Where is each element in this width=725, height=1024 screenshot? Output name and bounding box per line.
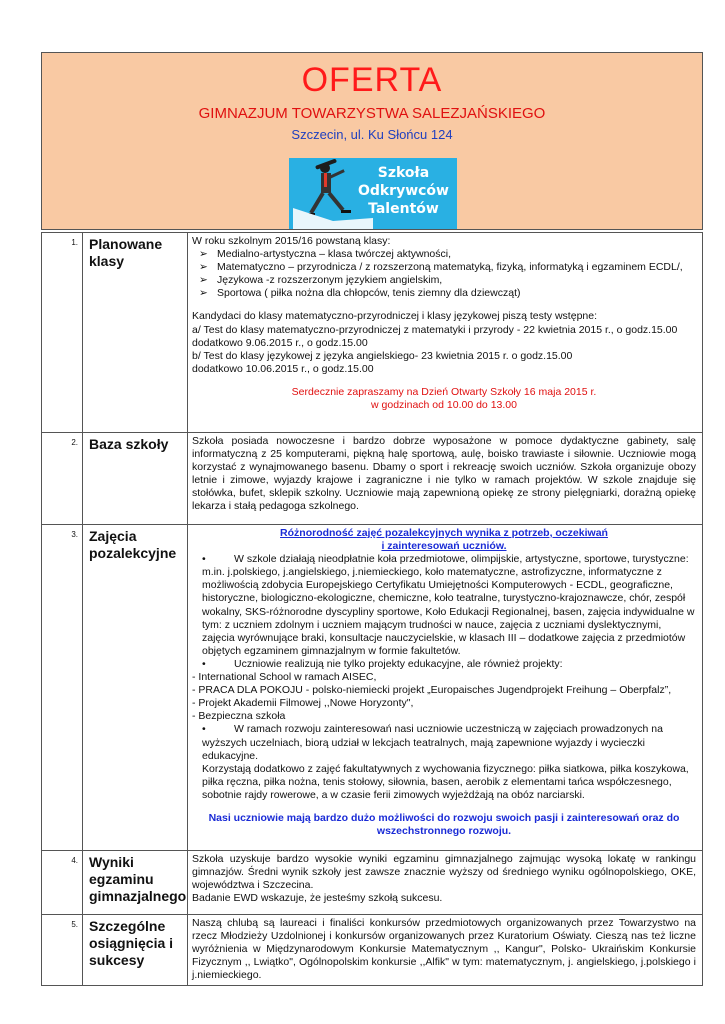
row-title: Zajęcia pozalekcyjne xyxy=(83,525,188,851)
list-item: ➢ Językowa -z rozszerzonym językiem angielskim, xyxy=(217,274,696,287)
class-list xyxy=(192,248,696,300)
list-item: ➢ Medialno-artystyczna – klasa twórczej aktywności, xyxy=(217,248,696,261)
school-address: Szczecin, ul. Ku Słońcu 124 xyxy=(291,127,453,142)
open-day-invite: Serdecznie zapraszamy na Dzień Otwarty Szkoły 16 maja 2015 r. xyxy=(291,385,597,398)
table-row xyxy=(42,433,703,525)
row-title: Planowane klasy xyxy=(83,233,188,433)
row-number: 2. xyxy=(42,433,83,525)
row-content: Szkoła uzyskuje bardzo wysokie wyniki egzaminu gimnazjalnego zajmując wysoką lokatę w rankingu gimnazjów. Średni wynik szkoły jest zawsze znacznie wyższy od średniego wyniku ogólnopolskiego, OKE, województwa i Szczecina. Badanie EWD wskazuje, że jesteśmy szkołą sukcesu. xyxy=(188,851,703,915)
row-number: 4. xyxy=(42,851,83,915)
row-content: Szkoła posiada nowoczesne i bardzo dobrze wyposażone w pomoce dydaktyczne gabinety, salę informatyczną z 25 komputerami, piękną halę sportową, aulę, boisko trawiaste i siłownie. Uczniowie mogą korzystać z wynajmowanego basenu. Dbamy o sport i rekreację swoich uczniów. Szkoła organizuje obozy letnie i zimowe, wyjazdy krajowe i zagraniczne i nie tylko w ramach projektów. W szkole znajduje się stołówka, bufet, sklepik szkolny. Uczniowie mają zapewnioną opiekę ze strony pielęgniarki, dorażną opiekę lekarza i stałą pedagoga szkolnego. xyxy=(188,433,703,525)
row-number: 5. xyxy=(42,915,83,986)
list-item: ➢ Sportowa ( piłka nożna dla chłopców, tenis ziemny dla dziewcząt) xyxy=(217,287,696,300)
offer-table xyxy=(41,232,703,986)
list-item: ➢ Matematyczno – przyrodnicza / z rozszerzoną matematyką, fizyką, informatyką i egzaminem ECDL/, xyxy=(217,261,696,274)
offer-sheet xyxy=(41,52,703,986)
section-heading: Różnorodność zajęć pozalekcyjnych wynika z potrzeb, oczekiwań xyxy=(280,527,608,539)
table-row xyxy=(42,233,703,433)
row-number: 1. xyxy=(42,233,83,433)
school-name: GIMNAZJUM TOWARZYSTWA SALEZJAŃSKIEGO xyxy=(198,105,546,122)
page-title: OFERTA xyxy=(301,61,443,99)
logo-text: Szkoła Odkrywców Talentów xyxy=(357,165,449,217)
table-row xyxy=(42,525,703,851)
closing-note: Nasi uczniowie mają bardzo dużo możliwości do rozwoju swoich pasji i zainteresowań oraz do xyxy=(208,811,680,824)
row-content: Różnorodność zajęć pozalekcyjnych wynika z potrzeb, oczekiwań i zainteresowań uczniów. • W szkole działają nieodpłatnie koła przedmiotowe, olimpijskie, artystyczne, sportowe, turystyczne: m.in. j.polskiego, j.angielskiego, j.niemieckiego, koło matematyczne, astrofizyczne, informatyczne z możliwością zdobycia Europejskiego Certyfikatu Umiejętności Komputerowych - ECDL, geograficzne, historyczne, biologiczno-ekologiczne, chemiczne, koło teatralne, turystyczno-krajoznawcze, chór, zespół wokalny, SKS-różnorodne dyscypliny sportowe, Koło Edukacji Regionalnej, basen, zajęcia indywidualne w tym: z uczniem zdolnym i uczniem mającym trudności w nauce, zajęcia z uczniami dyslektycznymi, zajęcia wyrównujące braki, konsultacje nauczycielskie, w klasach III – dodatkowe zajęcia z przedmiotów objętych egzaminem gimnazjalnym w formie fakultetów. • Uczniowie realizują nie tylko projekty edukacyjne, ale również projekty: - International School w ramach AISEC, - PRACA DLA POKOJU - polsko-niemiecki projekt „Europaisches Jugendprojekt Freihung – Oberpfalz”, - Projekt Akademii Filmowej ,,Nowe Horyzonty", - Bezpieczna szkoła • W ramach rozwoju zainteresowań nasi uczniowie uczestniczą w zajęciach prowadzonych na wyższych uczelniach, biorą udział w lekcjach teatralnych, mają zapewnione wyjazdy i wycieczki edukacyjne. Korzystają dodatkowo z zajęć fakultatywnych z wychowania fizycznego: piłka siatkowa, piłka koszykowa, piłka ręczna, piłka nożna, tenis stołowy, siłownia, basen, aerobik z elementami tańca współczesnego, sobotnie rajdy rowerowe, a w czasie ferii zimowych wyjeżdżają na obóz narciarski. Nasi uczniowie mają bardzo dużo możliwości do rozwoju swoich pasji i zainteresowań oraz do wszechstronnego rozwoju. xyxy=(188,525,703,851)
school-logo xyxy=(289,158,457,229)
row-title: Wyniki egzaminu gimnazjalnego xyxy=(83,851,188,915)
row-number: 3. xyxy=(42,525,83,851)
table-row xyxy=(42,851,703,915)
row-content: W roku szkolnym 2015/16 powstaną klasy: ➢ Medialno-artystyczna – klasa twórczej aktywności, ➢ Matematyczno – przyrodnicza / z rozszerzoną matematyką, fizyką, informatyką i egzaminem ECDL/, ➢ Językowa -z rozszerzonym językiem angielskim, ➢ Sportowa ( piłka nożna dla chłopców, tenis ziemny dla dziewcząt) Kandydaci do klasy matematyczno-przyrodniczej i klasy językowej piszą testy wstępne: a/ Test do klasy matematyczno-przyrodniczej z matematyki i przyrody - 22 kwietnia 2015 r., o godz.15.00 dodatkowo 9.06.2015 r., o godz.15.00 b/ Test do klasy językowej z języka angielskiego- 23 kwietnia 2015 r. o godz.15.00 dodatkowo 10.06.2015 r., o godz.15.00 Serdecznie zapraszamy na Dzień Otwarty Szkoły 16 maja 2015 r. w godzinach od 10.00 do 13.00 xyxy=(188,233,703,433)
row-content: Naszą chlubą są laureaci i finaliści konkursów przedmiotowych organizowanych przez Towarzystwo na rzecz Młodzieży Uzdolnionej i konkursów organizowanych przez Kuratorium Oświaty. Cieszą nas też liczne wyróżnienia w Międzynarodowym Konkursie Matematycznym ,, Kangur", Polsko- Ukraińskim Konkursie Fizycznym ,, Lwiątko", Ogólnopolskim konkursie ,,Alfik" w tym: matematycznym, j. angielskiego, j.polskiego i j.niemieckiego. xyxy=(188,915,703,986)
offer-header xyxy=(41,52,703,230)
row-title: Baza szkoły xyxy=(83,433,188,525)
row-title: Szczególne osiągnięcia i sukcesy xyxy=(83,915,188,986)
table-row xyxy=(42,915,703,986)
